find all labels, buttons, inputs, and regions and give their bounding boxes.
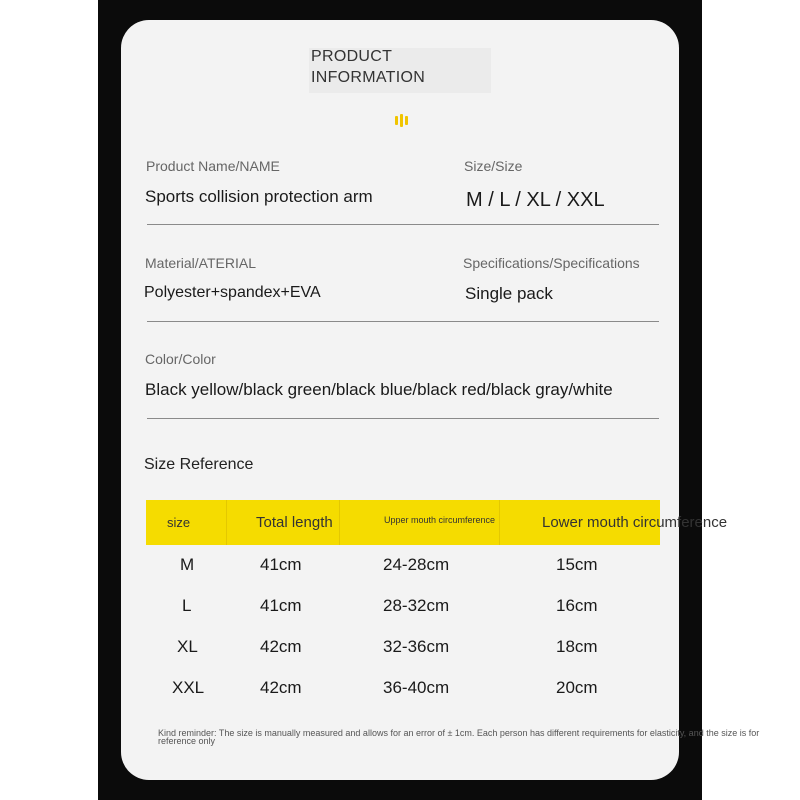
- cell-size: XXL: [172, 678, 205, 697]
- cell-upper-mouth: 32-36cm: [383, 637, 450, 656]
- table-row: [146, 678, 660, 719]
- cell-total-length: 41cm: [260, 596, 302, 615]
- color-label: Color/Color: [145, 351, 216, 367]
- header-size: size: [167, 515, 191, 530]
- accent-mark-icon: [395, 114, 409, 128]
- cell-lower-mouth: 18cm: [556, 637, 598, 656]
- color-value: Black yellow/black green/black blue/black red/black gray/white: [145, 380, 613, 399]
- header-lower-mouth: Lower mouth circumference: [499, 500, 800, 545]
- table-row: [146, 596, 660, 637]
- cell-size: L: [182, 596, 192, 615]
- header-total-length: Total length: [226, 500, 368, 545]
- divider: [147, 224, 659, 225]
- product-name-label: Product Name/NAME: [146, 158, 280, 174]
- material-label: Material/ATERIAL: [145, 255, 256, 271]
- material-value: Polyester+spandex+EVA: [144, 284, 321, 301]
- cell-upper-mouth: 24-28cm: [383, 555, 450, 574]
- cell-lower-mouth: 15cm: [556, 555, 598, 574]
- product-info-card: [121, 20, 760, 780]
- cell-size: XL: [177, 637, 198, 656]
- specification-value: Single pack: [465, 284, 553, 303]
- cell-upper-mouth: 36-40cm: [383, 678, 450, 697]
- cell-size: M: [180, 555, 195, 574]
- kind-reminder-note: Kind reminder: The size is manually measured and allows for an error of ± 1cm. Each person has different requirements for elasticity, and the size is for reference only: [158, 728, 760, 746]
- cell-lower-mouth: 20cm: [556, 678, 598, 697]
- size-reference-title: Size Reference: [144, 456, 254, 473]
- size-label: Size/Size: [464, 158, 523, 174]
- size-value: M / L / XL / XXL: [466, 189, 605, 211]
- cell-upper-mouth: 28-32cm: [383, 596, 450, 615]
- cell-total-length: 42cm: [260, 678, 302, 697]
- size-table-header: [146, 500, 728, 545]
- divider: [147, 321, 659, 322]
- table-row: [146, 555, 660, 596]
- table-row: [146, 637, 660, 678]
- product-name-value: Sports collision protection arm: [145, 187, 373, 206]
- specification-label: Specifications/Specifications: [463, 255, 640, 271]
- cell-total-length: 42cm: [260, 637, 302, 656]
- cell-lower-mouth: 16cm: [556, 596, 598, 615]
- cell-total-length: 41cm: [260, 555, 302, 574]
- header-upper-mouth: Upper mouth circumference: [339, 500, 544, 545]
- divider: [147, 418, 659, 419]
- page-title: PRODUCT INFORMATION: [311, 48, 426, 86]
